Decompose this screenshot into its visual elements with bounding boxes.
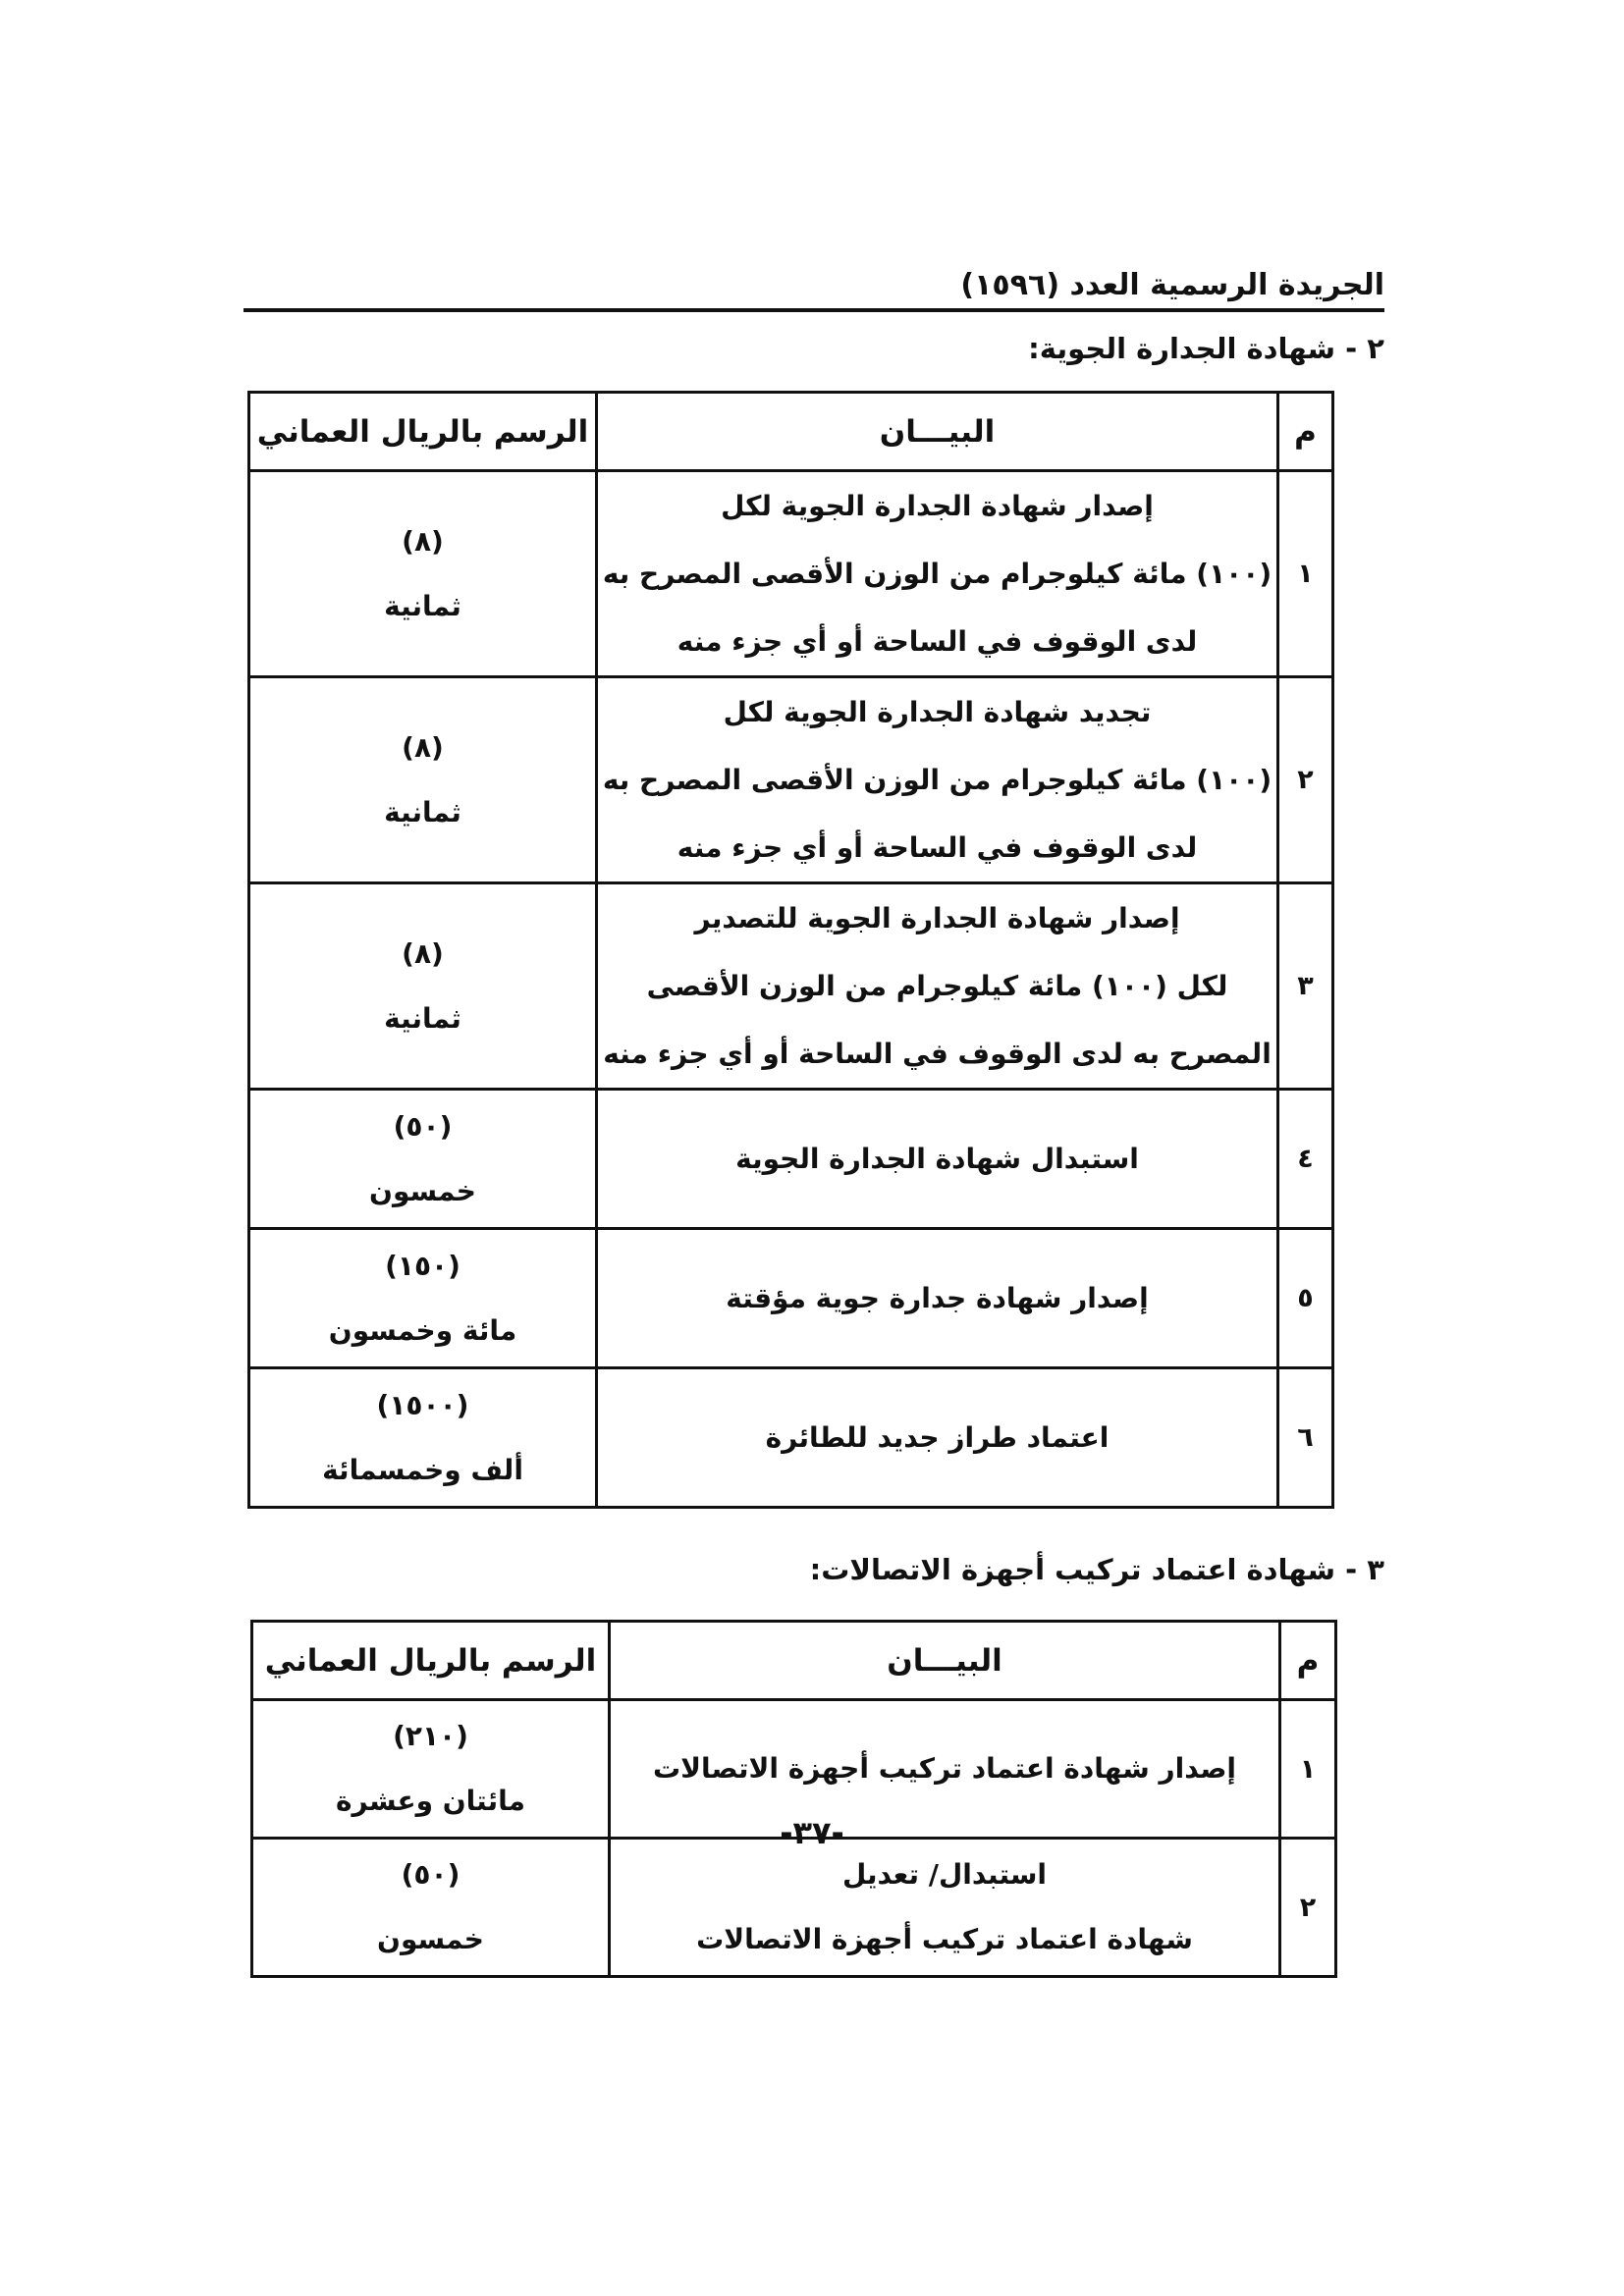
table-row (249, 1368, 1333, 1508)
fee-amount-words: مائتان وعشرة (336, 1785, 525, 1817)
fee-amount: (٨) (402, 524, 444, 558)
description-line: لكل (١٠٠) مائة كيلوجرام من الوزن الأقصى (646, 970, 1228, 1002)
row-fee (249, 677, 597, 883)
fee-amount: (١٥٠) (385, 1249, 460, 1282)
row-fee (249, 1368, 597, 1508)
description-line: شهادة اعتماد تركيب أجهزة الاتصالات (696, 1923, 1193, 1955)
row-number: ٢ (1278, 677, 1333, 883)
table-header-row (249, 393, 1333, 471)
column-header-number: م (1280, 1622, 1336, 1700)
section-3-heading: ٣ - شهادة اعتماد تركيب أجهزة الاتصالات: (809, 1553, 1384, 1586)
table-row (249, 1090, 1333, 1229)
row-number: ١ (1278, 471, 1333, 677)
row-fee (249, 883, 597, 1090)
description-line: (١٠٠) مائة كيلوجرام من الوزن الأقصى المصرح به (602, 558, 1272, 590)
row-fee (249, 1090, 597, 1229)
table-header-row (252, 1622, 1336, 1700)
row-description (597, 883, 1278, 1090)
row-fee (249, 1229, 597, 1368)
fee-amount-words: ثمانية (384, 589, 461, 622)
row-description (597, 677, 1278, 883)
description-line: إصدار شهادة الجدارة الجوية للتصدير (694, 902, 1180, 934)
fee-amount-words: مائة وخمسون (328, 1313, 517, 1347)
description-line: إصدار شهادة اعتماد تركيب أجهزة الاتصالات (652, 1752, 1237, 1785)
column-header-fee: الرسم بالريال العماني (252, 1622, 610, 1700)
description-line: استبدال/ تعديل (841, 1858, 1048, 1891)
description-line: استبدال شهادة الجدارة الجوية (735, 1143, 1139, 1175)
fee-amount: (٥٠) (393, 1109, 453, 1143)
fee-amount-words: ثمانية (384, 795, 461, 828)
description-line: إصدار شهادة الجدارة الجوية لكل (721, 490, 1154, 522)
row-number: ٦ (1278, 1368, 1333, 1508)
column-header-number: م (1278, 393, 1333, 471)
table-row (249, 471, 1333, 677)
description-line: (١٠٠) مائة كيلوجرام من الوزن الأقصى المصرح به (602, 764, 1272, 796)
fee-amount-words: خمسون (369, 1174, 476, 1207)
fee-amount-words: خمسون (377, 1923, 484, 1955)
column-header-description: البيـــان (597, 393, 1278, 471)
description-line: المصرح به لدى الوقوف في الساحة أو أي جزء منه (603, 1038, 1272, 1070)
page-number: -٣٧- (780, 1814, 844, 1851)
table-row (249, 883, 1333, 1090)
table-row (249, 1229, 1333, 1368)
table-row (249, 677, 1333, 883)
fee-amount-words: ألف وخمسمائة (322, 1453, 523, 1486)
description-line: تجديد شهادة الجدارة الجوية لكل (723, 696, 1152, 728)
fee-amount-words: ثمانية (384, 1001, 461, 1035)
column-header-fee: الرسم بالريال العماني (249, 393, 597, 471)
row-number: ٥ (1278, 1229, 1333, 1368)
row-description (597, 1368, 1278, 1508)
fee-amount: (٨) (402, 730, 444, 764)
telecom-certificate-fees-table (250, 1620, 1337, 1978)
row-description (597, 471, 1278, 677)
gazette-title: الجريدة الرسمية العدد (١٥٩٦) (960, 268, 1384, 302)
description-line: إصدار شهادة جدارة جوية مؤقتة (726, 1282, 1149, 1314)
row-fee (252, 1839, 610, 1977)
row-number: ٢ (1280, 1839, 1336, 1977)
row-fee (249, 471, 597, 677)
row-description (597, 1090, 1278, 1229)
description-line: لدى الوقوف في الساحة أو أي جزء منه (677, 831, 1198, 864)
airworthiness-fees-table (247, 391, 1334, 1509)
section-2-heading: ٢ - شهادة الجدارة الجوية: (1028, 332, 1384, 365)
description-line: اعتماد طراز جديد للطائرة (765, 1421, 1110, 1454)
table-row (252, 1839, 1336, 1977)
column-header-description: البيـــان (610, 1622, 1280, 1700)
row-number: ٤ (1278, 1090, 1333, 1229)
row-description (610, 1839, 1280, 1977)
row-number: ١ (1280, 1700, 1336, 1839)
fee-amount: (٥٠) (401, 1858, 460, 1891)
row-number: ٣ (1278, 883, 1333, 1090)
page-header (244, 257, 1384, 312)
description-line: لدى الوقوف في الساحة أو أي جزء منه (677, 625, 1198, 658)
row-description (597, 1229, 1278, 1368)
fee-amount: (٨) (402, 936, 444, 970)
fee-amount: (٢١٠) (393, 1720, 468, 1752)
fee-amount: (١٥٠٠) (376, 1388, 469, 1421)
